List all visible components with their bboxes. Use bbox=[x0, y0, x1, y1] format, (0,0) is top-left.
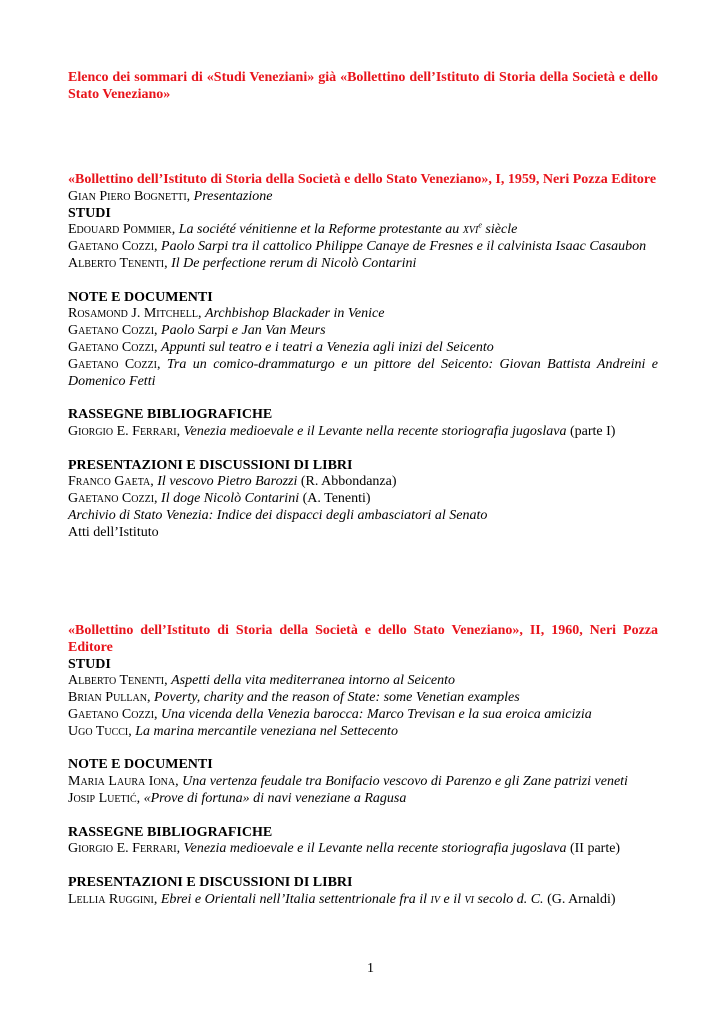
bibliography-entry: Josip Luetić, «Prove di fortuna» di navi veneziane a Ragusa bbox=[68, 790, 407, 806]
entry-title-text: Una vicenda della Venezia barocca: Marco Trevisan e la sua eroica amicizia bbox=[161, 706, 592, 722]
entry-author: Brian Pullan bbox=[68, 690, 147, 706]
section-title: NOTE E DOCUMENTI bbox=[68, 289, 213, 305]
entry-title-roman: xvi bbox=[462, 222, 479, 238]
entry-author: Edouard Pommier bbox=[68, 222, 172, 238]
entry-title-text: secolo d. C. bbox=[473, 891, 544, 907]
section-title: PRESENTAZIONI E DISCUSSIONI DI LIBRI bbox=[68, 457, 353, 473]
entry-author: Alberto Tenenti bbox=[68, 255, 165, 271]
entry-title-text: Il De perfectione rerum di Nicolò Contarini bbox=[171, 255, 417, 271]
entry-author: Gian Piero Bognetti bbox=[68, 188, 187, 204]
entry-title-text: Archbishop Blackader in Venice bbox=[204, 306, 385, 322]
entry-title-text: «Prove di fortuna» di navi veneziane a Ragusa bbox=[143, 790, 407, 806]
bibliography-entry: Gaetano Cozzi, Una vicenda della Venezia barocca: Marco Trevisan e la sua eroica amicizia bbox=[68, 706, 592, 722]
section-title: RASSEGNE BIBLIOGRAFICHE bbox=[68, 824, 273, 840]
bibliography-entry: Edouard Pommier, La société vénitienne et la Reforme protestante au xvi$^e$ siècle bbox=[68, 220, 518, 238]
entry-title-text: siècle bbox=[481, 222, 518, 238]
entry-title bbox=[171, 256, 416, 271]
institute-acts-entry: Atti dell’Istituto bbox=[68, 524, 159, 540]
entry-title bbox=[157, 474, 297, 489]
entry-title-text: Venezia medioevale e il Levante nella recente storiografia jugoslava bbox=[183, 841, 567, 857]
entry-title-text: Aspetti della vita mediterranea intorno al Seicento bbox=[171, 673, 455, 689]
entry-reviewer: (G. Arnaldi) bbox=[543, 891, 616, 907]
bibliography-entry: Gaetano Cozzi, Il doge Nicolò Contarini (A. Tenenti) bbox=[68, 491, 371, 507]
entry-reviewer: (R. Abbondanza) bbox=[297, 474, 397, 490]
entry-title-text: Una vertenza feudale tra Bonifacio vescovo di Parenzo e gli Zane patrizi veneti bbox=[182, 774, 628, 790]
entry-reviewer: (parte I) bbox=[566, 423, 616, 439]
entry-author: Gaetano Cozzi bbox=[68, 339, 155, 355]
entry-title bbox=[171, 673, 455, 688]
entry-title-text: Tra un comico-drammaturgo e un pittore del Seicento: Giovan Battista Andreini e Domenico Fetti bbox=[68, 356, 659, 389]
entry-title bbox=[184, 424, 567, 439]
entry-title-sup: e bbox=[478, 220, 482, 230]
bibliography-entry: Gaetano Cozzi, Appunti sul teatro e i teatri a Venezia agli inizi del Seicento bbox=[68, 339, 494, 355]
entry-author: Gaetano Cozzi bbox=[68, 356, 157, 372]
entry-title bbox=[205, 306, 384, 321]
section-title: NOTE E DOCUMENTI bbox=[68, 757, 213, 773]
volume-heading: «Bollettino dell’Istituto di Storia della Società e dello Stato Veneziano», II, 1960, Neri Pozza Editore bbox=[68, 623, 658, 655]
entry-author: Gaetano Cozzi bbox=[68, 239, 155, 255]
archive-entry: Archivio di Stato Venezia: Indice dei dispacci degli ambasciatori al Senato bbox=[68, 507, 488, 523]
volume-heading: «Bollettino dell’Istituto di Storia della Società e dello Stato Veneziano», I, 1959, Neri Pozza Editore bbox=[68, 172, 657, 187]
bibliography-entry: Franco Gaeta, Il vescovo Pietro Barozzi (R. Abbondanza) bbox=[68, 474, 397, 490]
entry-author: Alberto Tenenti bbox=[68, 673, 165, 689]
entry-title: Presentazione bbox=[193, 188, 273, 204]
entry-reviewer: (A. Tenenti) bbox=[299, 491, 371, 507]
entry-title bbox=[144, 791, 407, 806]
entry-title-text: Paolo Sarpi tra il cattolico Philippe Canaye de Fresnes e il calvinista Isaac Casaubon bbox=[161, 239, 647, 255]
entry-author: Giorgio E. Ferrari bbox=[68, 423, 177, 439]
entry-title-text: Il vescovo Pietro Barozzi bbox=[157, 474, 298, 490]
entry-title-text: Appunti sul teatro e i teatri a Venezia agli inizi del Seicento bbox=[161, 339, 494, 355]
document-title: Elenco dei sommari di «Studi Veneziani» già «Bollettino dell’Istituto di Storia della Società e dello Stato Veneziano» bbox=[68, 70, 658, 102]
entry-title bbox=[179, 222, 518, 237]
entry-author: Lellia Ruggini bbox=[68, 891, 154, 907]
bibliography-entry: Ugo Tucci, La marina mercantile veneziana nel Settecento bbox=[68, 723, 398, 739]
bibliography-entry: Lellia Ruggini, Ebrei e Orientali nell’Italia settentrionale fra il iv e il vi secolo d. C. (G. Arnaldi) bbox=[68, 891, 616, 907]
entry-author: Gaetano Cozzi bbox=[68, 706, 155, 722]
entry-title bbox=[161, 707, 592, 722]
entry-author: Gaetano Cozzi bbox=[68, 323, 155, 339]
entry-title bbox=[161, 323, 325, 338]
entry-author: Josip Luetić bbox=[68, 790, 137, 806]
entry-author: Gaetano Cozzi bbox=[68, 491, 155, 507]
entry-title-text: Ebrei e Orientali nell’Italia settentrionale fra il bbox=[160, 891, 431, 907]
entry-reviewer: (II parte) bbox=[566, 841, 621, 857]
entry-title-text: Il doge Nicolò Contarini bbox=[161, 491, 300, 507]
bibliography-entry: Gaetano Cozzi, Tra un comico-drammaturgo e un pittore del Seicento: Giovan Battista Andreini e Domenico Fetti bbox=[68, 356, 659, 389]
entry-author: Maria Laura Iona bbox=[68, 774, 176, 790]
bibliography-entry: Giorgio E. Ferrari, Venezia medioevale e il Levante nella recente storiografia jugoslava (parte I) bbox=[68, 423, 616, 439]
entry-author: Giorgio E. Ferrari bbox=[68, 841, 177, 857]
entry-title bbox=[161, 491, 299, 506]
bibliography-entry: Maria Laura Iona, Una vertenza feudale tra Bonifacio vescovo di Parenzo e gli Zane patrizi veneti bbox=[68, 774, 628, 790]
entry-title bbox=[154, 690, 520, 705]
section-title: STUDI bbox=[68, 205, 111, 221]
entry-title-text: La société vénitienne et la Reforme protestante au bbox=[178, 222, 463, 238]
entry-title bbox=[161, 340, 494, 355]
entry-title bbox=[161, 239, 646, 254]
entry-title-text: Poverty, charity and the reason of State: some Venetian examples bbox=[153, 690, 520, 706]
bibliography-entry: Alberto Tenenti, Il De perfectione rerum di Nicolò Contarini bbox=[68, 255, 417, 271]
bibliography-entry: Alberto Tenenti, Aspetti della vita mediterranea intorno al Seicento bbox=[68, 673, 455, 689]
section-title: STUDI bbox=[68, 656, 111, 672]
bibliography-entry: Gaetano Cozzi, Paolo Sarpi tra il cattolico Philippe Canaye de Fresnes e il calvinista Isaac Casaubon bbox=[68, 239, 647, 255]
section-title: PRESENTAZIONI E DISCUSSIONI DI LIBRI bbox=[68, 874, 353, 890]
page-number: 1 bbox=[367, 961, 374, 976]
entry-title bbox=[135, 724, 398, 739]
entry-title-roman: iv bbox=[430, 891, 440, 907]
entry-author: Ugo Tucci bbox=[68, 723, 129, 739]
entry-title-text: Paolo Sarpi e Jan Van Meurs bbox=[161, 323, 326, 339]
entry-author: Rosamond J. Mitchell bbox=[68, 306, 198, 322]
entry-title bbox=[182, 774, 628, 789]
volume-2 bbox=[68, 623, 658, 909]
entry-title-text: e il bbox=[440, 891, 465, 907]
bibliography-entry: Gaetano Cozzi, Paolo Sarpi e Jan Van Meurs bbox=[68, 323, 326, 339]
bibliography-entry: Giorgio E. Ferrari, Venezia medioevale e il Levante nella recente storiografia jugoslava (II parte) bbox=[68, 841, 621, 857]
entry-title-roman: vi bbox=[464, 891, 474, 907]
intro-entry: Gian Piero Bognetti, Presentazione bbox=[68, 188, 273, 204]
entry-title-text: Venezia medioevale e il Levante nella recente storiografia jugoslava bbox=[183, 423, 567, 439]
section-title: RASSEGNE BIBLIOGRAFICHE bbox=[68, 407, 273, 423]
volume-1 bbox=[68, 172, 658, 542]
entry-title bbox=[184, 841, 567, 856]
entry-title bbox=[68, 357, 658, 389]
bibliography-entry: Brian Pullan, Poverty, charity and the reason of State: some Venetian examples bbox=[68, 690, 520, 706]
entry-title-text: La marina mercantile veneziana nel Settecento bbox=[135, 723, 398, 739]
entry-author: Franco Gaeta bbox=[68, 474, 151, 490]
bibliography-entry: Rosamond J. Mitchell, Archbishop Blackader in Venice bbox=[68, 306, 385, 322]
entry-title bbox=[161, 892, 544, 907]
